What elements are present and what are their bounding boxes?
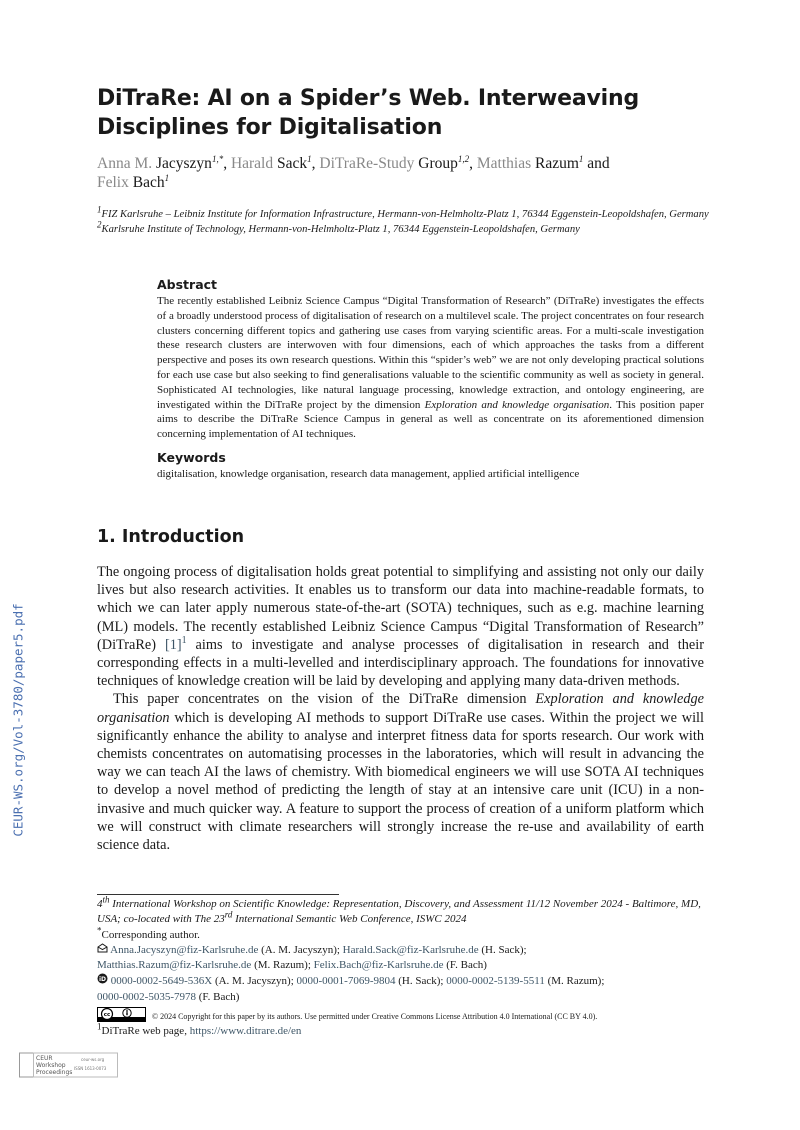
- license-note: cc © 2024 Copyright for this paper by its authors. Use permitted under Creative Commons License Attribution 4.0 International (CC BY 4.0).: [97, 1007, 707, 1024]
- orcid-icon: [97, 975, 108, 987]
- section-heading-introduction: 1. Introduction: [97, 527, 245, 547]
- author: DiTraRe-Study Group$^{1,2}$,: [319, 153, 477, 172]
- ceur-logo-graphic: [19, 1052, 119, 1078]
- affiliation: $^1$FIZ Karlsruhe – Leibniz Institute for Information Infrastructure, Hermann-von-Helmholtz-Platz 1, 76344 Eggenstein-Leopoldshafen, Germany: [97, 204, 709, 220]
- svg-text:cc: cc: [103, 1012, 111, 1019]
- workshop-note: 4th International Workshop on Scientific Knowledge: Representation, Discovery, and Assessment 11/12 November 2024 - Baltimore, MD, USA; co-located with The 23rd International Semantic Web Conference, ISWC 2024: [97, 894, 701, 926]
- email-link[interactable]: Harald.Sack@fiz-Karlsruhe.de: [342, 943, 479, 956]
- abstract-heading: Abstract: [157, 277, 218, 292]
- email-link[interactable]: Matthias.Razum@fiz-Karlsruhe.de: [97, 959, 252, 972]
- citation-link[interactable]: [1]: [164, 636, 182, 653]
- introduction-body: [97, 563, 704, 854]
- orcid-link[interactable]: 0000-0001-7069-9804: [296, 975, 396, 988]
- footnotes: [97, 894, 707, 1040]
- author: Harald Sack$^1$,: [230, 153, 320, 172]
- author: Anna M. Jacyszyn$^{1,*}$,: [97, 153, 231, 172]
- keywords-heading: Keywords: [157, 450, 226, 465]
- author-list: [97, 154, 717, 192]
- email-link[interactable]: Felix.Bach@fiz-Karlsruhe.de: [313, 959, 444, 972]
- ditrare-url-link[interactable]: https://www.ditrare.de/en: [189, 1025, 302, 1038]
- paragraph: This paper concentrates on the vision of the DiTraRe dimension Exploration and knowledge organisation which is developing AI methods to support DiTraRe use cases. Within the project we will significantly enhance the ability to analyse and interpret fitness data for sports research. Our work with chemists concentrates on automatising processes in the laboratories, which will result in advancing the way we can teach AI the laws of chemistry. With biomedical engineers we will use SOTA AI techniques to develop a novel method of predicting the length of stay at an intensive care unit (ICU) in a non-invasive and much quicker way. A feature to support the process of creation of a uniform platform which we will construct with climate researchers will strongly increase the re-use and availability of earth science data.: [97, 691, 704, 854]
- orcid-list: iD 0000-0002-5649-536X (A. M. Jacyszyn); 0000-0001-7069-9804 (H. Sack); 0000-0002-5139-5511 (M. Razum); 0000-0002-5035-7978 (F. Bach): [97, 975, 605, 1003]
- orcid-link[interactable]: 0000-0002-5649-536X: [110, 975, 213, 988]
- footnote-ref[interactable]: 1: [181, 635, 187, 647]
- svg-text:iD: iD: [98, 976, 107, 984]
- svg-text:CEUR: CEUR: [36, 1055, 53, 1062]
- author: Matthias Razum$^1$ and: [476, 153, 610, 172]
- footnote-rule: [97, 894, 339, 895]
- paragraph: The ongoing process of digitalisation holds great potential to simplifying and assisting not only our daily lives but also research activities. It enables us to transform our data into machine-readable formats, to which we can later apply numerous state-of-the-art (SOTA) techniques, such as e.g. machine learning (ML) models. The recently established Leibniz Science Campus “Digital Transformation of Research” (DiTraRe) $[1]^1$ aims to investigate and analyse processes of digitalisation in research and their corresponding effects in a multi-levelled and interdisciplinary approach. The foundations for innovative techniques of knowledge creation will be laid by developing and applying many data-driven methods.: [97, 564, 704, 690]
- keywords-text: digitalisation, knowledge organisation, research data management, applied artificial intelligence: [157, 468, 580, 480]
- author: Felix Bach$^1$: [97, 172, 170, 191]
- svg-text:ISSN 1613-0073: ISSN 1613-0073: [74, 1066, 107, 1071]
- orcid-link[interactable]: 0000-0002-5139-5511: [446, 975, 545, 988]
- affiliation: $^2$Karlsruhe Institute of Technology, Hermann-von-Helmholtz-Platz 1, 76344 Eggenstein-Leopoldshafen, Germany: [97, 219, 580, 235]
- cc-by-badge-icon: [97, 1007, 146, 1022]
- corresponding-note: *Corresponding author.: [97, 924, 200, 941]
- email-link[interactable]: Anna.Jacyszyn@fiz-Karlsruhe.de: [110, 943, 259, 956]
- orcid-link[interactable]: 0000-0002-5035-7978: [97, 990, 196, 1003]
- paper-title: DiTraRe: AI on a Spider’s Web. Interweaving Disciplines for Digitalisation: [97, 86, 639, 140]
- svg-text:ceur-ws.org: ceur-ws.org: [81, 1057, 105, 1062]
- footnote-1: $^1$DiTraRe web page, https://www.ditrare.de/en: [97, 1021, 302, 1038]
- svg-text:Proceedings: Proceedings: [36, 1069, 73, 1076]
- affiliations: [97, 204, 717, 237]
- ceur-sidebar-link[interactable]: CEUR-WS.org/Vol-3780/paper5.pdf: [10, 603, 26, 837]
- svg-text:Workshop: Workshop: [36, 1062, 66, 1069]
- email-list: Anna.Jacyszyn@fiz-Karlsruhe.de (A. M. Jacyszyn); Harald.Sack@fiz-Karlsruhe.de (H. Sack); Matthias.Razum@fiz-Karlsruhe.de (M. Razum); Felix.Bach@fiz-Karlsruhe.de (F. Bach): [97, 943, 527, 972]
- ceur-logo: [19, 1052, 119, 1078]
- envelope-icon: [97, 944, 108, 956]
- abstract-text: The recently established Leibniz Science Campus “Digital Transformation of Research” (DiTraRe) investigates the effects of a broadly understood process of digitalisation of research on a multilevel scale. The project concentrates on four research clusters concerning different topics and gathering use cases from varying scientific areas. For a multi-scale investigation these research clusters are interwoven with four dimensions, each of which approaches the tasks from a different perspective and poses its own research questions. Within this “spider’s web” we are not only developing practical solutions for each use case but also seeking to find generalisations valuable to the scientific community as well as society in general. Sophisticated AI technologies, like natural language processing, knowledge extraction, and ontology engineering, are investigated within the DiTraRe project by the dimension Exploration and knowledge organisation. This position paper aims to describe the DiTraRe Science Campus in general as well as concentrate on its aforementioned dimension concerning implementation of AI techniques.: [157, 295, 704, 441]
